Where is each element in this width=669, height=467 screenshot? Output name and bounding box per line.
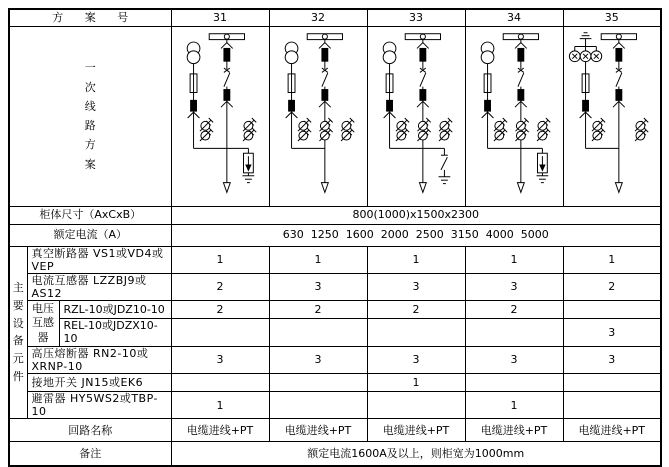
arrester-qty: 1 xyxy=(171,392,269,419)
gs-qty xyxy=(171,374,269,392)
arrester-qty xyxy=(563,392,661,419)
ct-qty: 3 xyxy=(269,273,367,300)
fuse-qty: 3 xyxy=(465,346,563,373)
vt1-qty: 2 xyxy=(465,301,563,319)
breaker-qty: 1 xyxy=(563,246,661,273)
ct-qty: 2 xyxy=(171,273,269,300)
fuse-qty: 3 xyxy=(563,346,661,373)
scheme-35-diagram-cell xyxy=(563,26,661,206)
hv-fuse-label: 高压熔断器 RN2-10或XRNP-10 xyxy=(27,346,171,373)
current-transformer-label: 电流互感器 LZZBJ9或AS12 xyxy=(27,273,171,300)
vt-type-2-label: REL-10或JDZX10-10 xyxy=(59,319,171,346)
breaker-qty: 1 xyxy=(269,246,367,273)
vt1-qty: 2 xyxy=(269,301,367,319)
vt1-qty: 2 xyxy=(367,301,465,319)
circuit-name-value: 电缆进线+PT xyxy=(269,419,367,442)
scheme-number-header: 方 案 号 xyxy=(9,9,171,26)
remarks-label: 备注 xyxy=(9,442,171,466)
voltage-transformer-label: 电压 互感器 xyxy=(27,301,59,346)
rated-current-value: 630 1250 1600 2000 2500 3150 4000 5000 xyxy=(171,224,661,246)
vt2-qty xyxy=(465,319,563,346)
scheme-number-35: 35 xyxy=(563,9,661,26)
circuit-name-value: 电缆进线+PT xyxy=(171,419,269,442)
scheme-number-31: 31 xyxy=(171,9,269,26)
gs-qty: 1 xyxy=(367,374,465,392)
gs-qty xyxy=(465,374,563,392)
arrester-label: 避雷器 HY5WS2或TBP-10 xyxy=(27,392,171,419)
scheme-34-diagram xyxy=(466,28,562,206)
scheme-34-diagram-cell xyxy=(465,26,563,206)
ground-switch-label: 接地开关 JN15或EK6 xyxy=(27,374,171,392)
gs-qty xyxy=(563,374,661,392)
vt1-qty xyxy=(563,301,661,319)
fuse-qty: 3 xyxy=(171,346,269,373)
circuit-name-value: 电缆进线+PT xyxy=(367,419,465,442)
circuit-name-value: 电缆进线+PT xyxy=(465,419,563,442)
arrester-qty xyxy=(367,392,465,419)
vt2-qty xyxy=(171,319,269,346)
ct-qty: 3 xyxy=(465,273,563,300)
vt1-qty: 2 xyxy=(171,301,269,319)
vt-type-1-label: RZL-10或JDZ10-10 xyxy=(59,301,171,319)
breaker-label: 真空断路器 VS1或VD4或VEP xyxy=(27,246,171,273)
vt2-qty: 3 xyxy=(563,319,661,346)
fuse-qty: 3 xyxy=(269,346,367,373)
fuse-qty: 3 xyxy=(367,346,465,373)
gs-qty xyxy=(269,374,367,392)
breaker-qty: 1 xyxy=(465,246,563,273)
ct-qty: 3 xyxy=(367,273,465,300)
scheme-31-diagram xyxy=(172,28,268,206)
scheme-31-diagram-cell xyxy=(171,26,269,206)
scheme-33-diagram-cell xyxy=(367,26,465,206)
cabinet-size-value: 800(1000)x1500x2300 xyxy=(171,206,661,224)
ct-qty: 2 xyxy=(563,273,661,300)
scheme-number-32: 32 xyxy=(269,9,367,26)
scheme-table xyxy=(8,8,662,467)
scheme-32-diagram xyxy=(270,28,366,206)
arrester-qty xyxy=(269,392,367,419)
circuit-name-value: 电缆进线+PT xyxy=(563,419,661,442)
vt2-qty xyxy=(269,319,367,346)
breaker-qty: 1 xyxy=(367,246,465,273)
rated-current-label: 额定电流（A） xyxy=(9,224,171,246)
scheme-33-diagram xyxy=(368,28,464,206)
scheme-32-diagram-cell xyxy=(269,26,367,206)
breaker-qty: 1 xyxy=(171,246,269,273)
scheme-number-34: 34 xyxy=(465,9,563,26)
arrester-qty: 1 xyxy=(465,392,563,419)
equipment-group-label: 主 要 设 备 元 件 xyxy=(9,246,27,419)
scheme-sheet xyxy=(8,8,662,467)
primary-circuit-label: 一 次 线 路 方 案 xyxy=(9,26,171,206)
remarks-value: 额定电流1600A及以上，则柜宽为1000mm xyxy=(171,442,661,466)
circuit-name-label: 回路名称 xyxy=(9,419,171,442)
vt2-qty xyxy=(367,319,465,346)
scheme-35-diagram xyxy=(564,28,660,206)
scheme-number-33: 33 xyxy=(367,9,465,26)
cabinet-size-label: 柜体尺寸（AxCxB） xyxy=(9,206,171,224)
